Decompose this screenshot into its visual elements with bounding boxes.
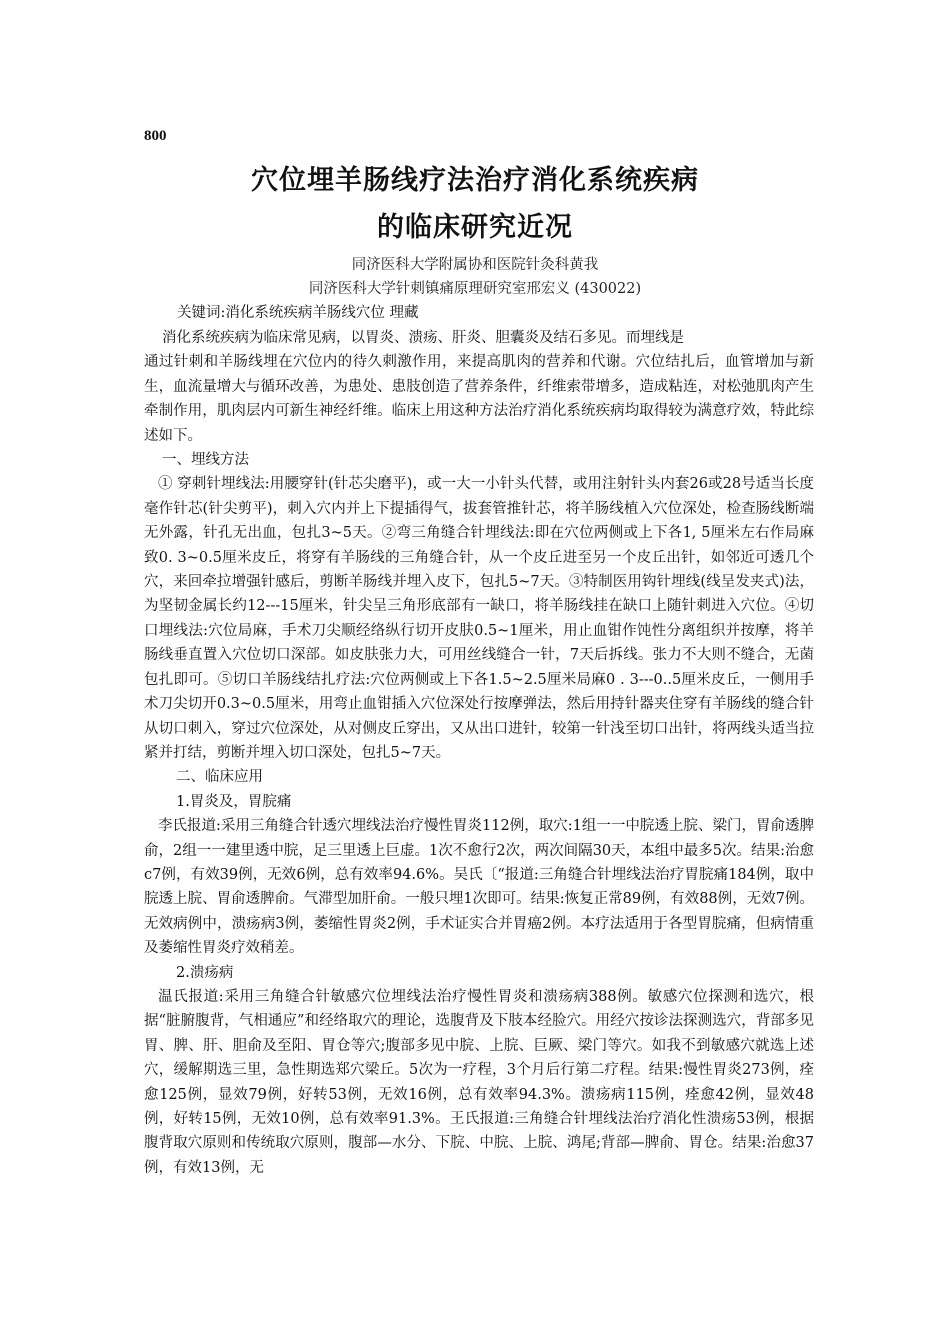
intro-paragraph: 通过针刺和羊肠线埋在穴位内的待久刺激作用，来提高肌肉的营养和代谢。穴位结扎后，血管增加与新生，血流量增大与循环改善，为患处、患肢创造了营养条件，纤维索带增多，造成粘连，对松弛肌肉产生牵制作用，肌肉层内可新生神经纤维。临床上用这种方法治疗消化系统疾病均取得较为满意疗效，特此综述如下。 [144,354,814,444]
title-line-1: 穴位埋羊肠线疗法治疗消化系统疾病 [251,165,699,196]
title-line-2: 的临床研究近况 [377,212,573,243]
keywords: 关键词:消化系统疾病羊肠线穴位 理藏 [177,305,419,321]
intro-first-line: 消化系统疾病为临床常见病，以胃炎、溃疡、肝炎、胆囊炎及结石多见。而埋线是 [162,330,684,346]
affiliation-2: 同济医科大学针刺镇痛原理研究室邢宏义 (430022) [308,281,642,297]
section-heading-methods: 一、埋线方法 [162,452,249,469]
subsection-heading-ulcer: 2.溃疡病 [176,964,234,981]
article-body [144,326,814,1180]
page-number: 800 [144,128,167,144]
section-heading-clinical: 二、临床应用 [176,769,263,786]
methods-paragraph: ① 穿刺针埋线法:用腰穿针(针芯尖磨平)，或一大一小针头代替，或用注射针头内套26或28号适当长度毫作针芯(针尖剪平)，刺入穴内并上下提插得气，拔套管推针芯，将羊肠线植入穴位深处，检查肠线断端无外露，针孔无出血，包扎3~5天。②弯三角缝合针埋线法:即在穴位两侧或上下各1, 5厘米左右作局麻致0. 3~0.5厘米皮丘，将穿有羊肠线的三角缝合针，从一个皮丘进至另一个皮丘出针，如邻近可透几个穴，来回牵拉增强针感后，剪断羊肠线并埋入皮下，包扎5~7天。③特制医用钩针埋线(线呈发夹式)法，为坚韧金属长约12---15厘米，针尖呈三角形底部有一缺口，将羊肠线挂在缺口上随针刺进入穴位。④切口埋线法:穴位局麻，手术刀尖顺经络纵行切开皮肤0.5~1厘米，用止血钳作饨性分离组织并按摩，将羊肠线垂直置入穴位切口深部。如皮肤张力大，可用丝线缝合一针，7天后拆线。张力不大则不缝合，无菌包扎即可。⑤切口羊肠线结扎疗法:穴位两侧或上下各1.5~2.5厘米局麻0 . 3---0..5厘米皮丘，一侧用手术刀尖切开0.3~0.5厘米，用弯止血钳插入穴位深处行按摩弹法，然后用持针器夹住穿有羊肠线的缝合针从切口刺入，穿过穴位深处，从对侧皮丘穿出，又从出口进针，较第一针浅至切口出针，将两线头适当拉紧并打结，剪断并埋入切口深处，包扎5~7天。 [144,476,814,761]
ulcer-paragraph: 温氏报道:采用三角缝合针敏感穴位埋线法治疗慢性胃炎和溃疡病388例。敏感穴位探测和选穴，根据“脏腑腹背，气相通应”和经络取穴的理论，选腹背及下肢本经脸穴。用经穴按诊法探测选穴，背部多见胃、脾、肝、胆俞及至阳、胃仓等穴;腹部多见中脘、上脘、巨厥、梁门等穴。如我不到敏感穴就选上述穴，缓解期选三里，急性期选郑穴梁丘。5次为一疗程，3个月后行第二疗程。结果:慢性胃炎273例，痊愈125例，显效79例，好转53例，无效16例，总有效率94.3%。溃疡病115例，痊愈42例，显效48例，好转15例，无效10例，总有效率91.3%。王氏报道:三角缝合针埋线法治疗消化性溃疡53例，根据腹背取穴原则和传统取穴原则，腹部—水分、下脘、中脘、上脘、鸿尾;背部—脾俞、胃仓。结果:治愈37例，有效13例，无 [144,988,814,1176]
gastritis-paragraph: 李氏报道:采用三角缝合针透穴埋线法治疗慢性胃炎112例，取穴:1组一一中脘透上脘、梁门，胃俞透脾俞，2组一一建里透中脘，足三里透上巨虚。1次不愈行2次，两次间隔30天，本组中最多5次。结果:治愈c7例，有效39例，无效6例，总有效率94.6%。吴氏〔“报道:三角缝合针埋线法治疗胃脘痛184例，取中脘透上脘、胃俞透脾俞。气滞型加肝俞。一般只埋1次即可。结果:恢复正常89例，有效88例，无效7例。无效病例中，溃疡病3例，萎缩性胃炎2例，手术证实合并胃癌2例。本疗法适用于各型胃脘痛，但病情重及萎缩性胃炎疗效稍差。 [144,818,814,957]
subsection-heading-gastritis: 1.胃炎及，胃脘痛 [176,793,292,810]
affiliation-1: 同济医科大学附属协和医院针灸科黄我 [351,257,599,273]
